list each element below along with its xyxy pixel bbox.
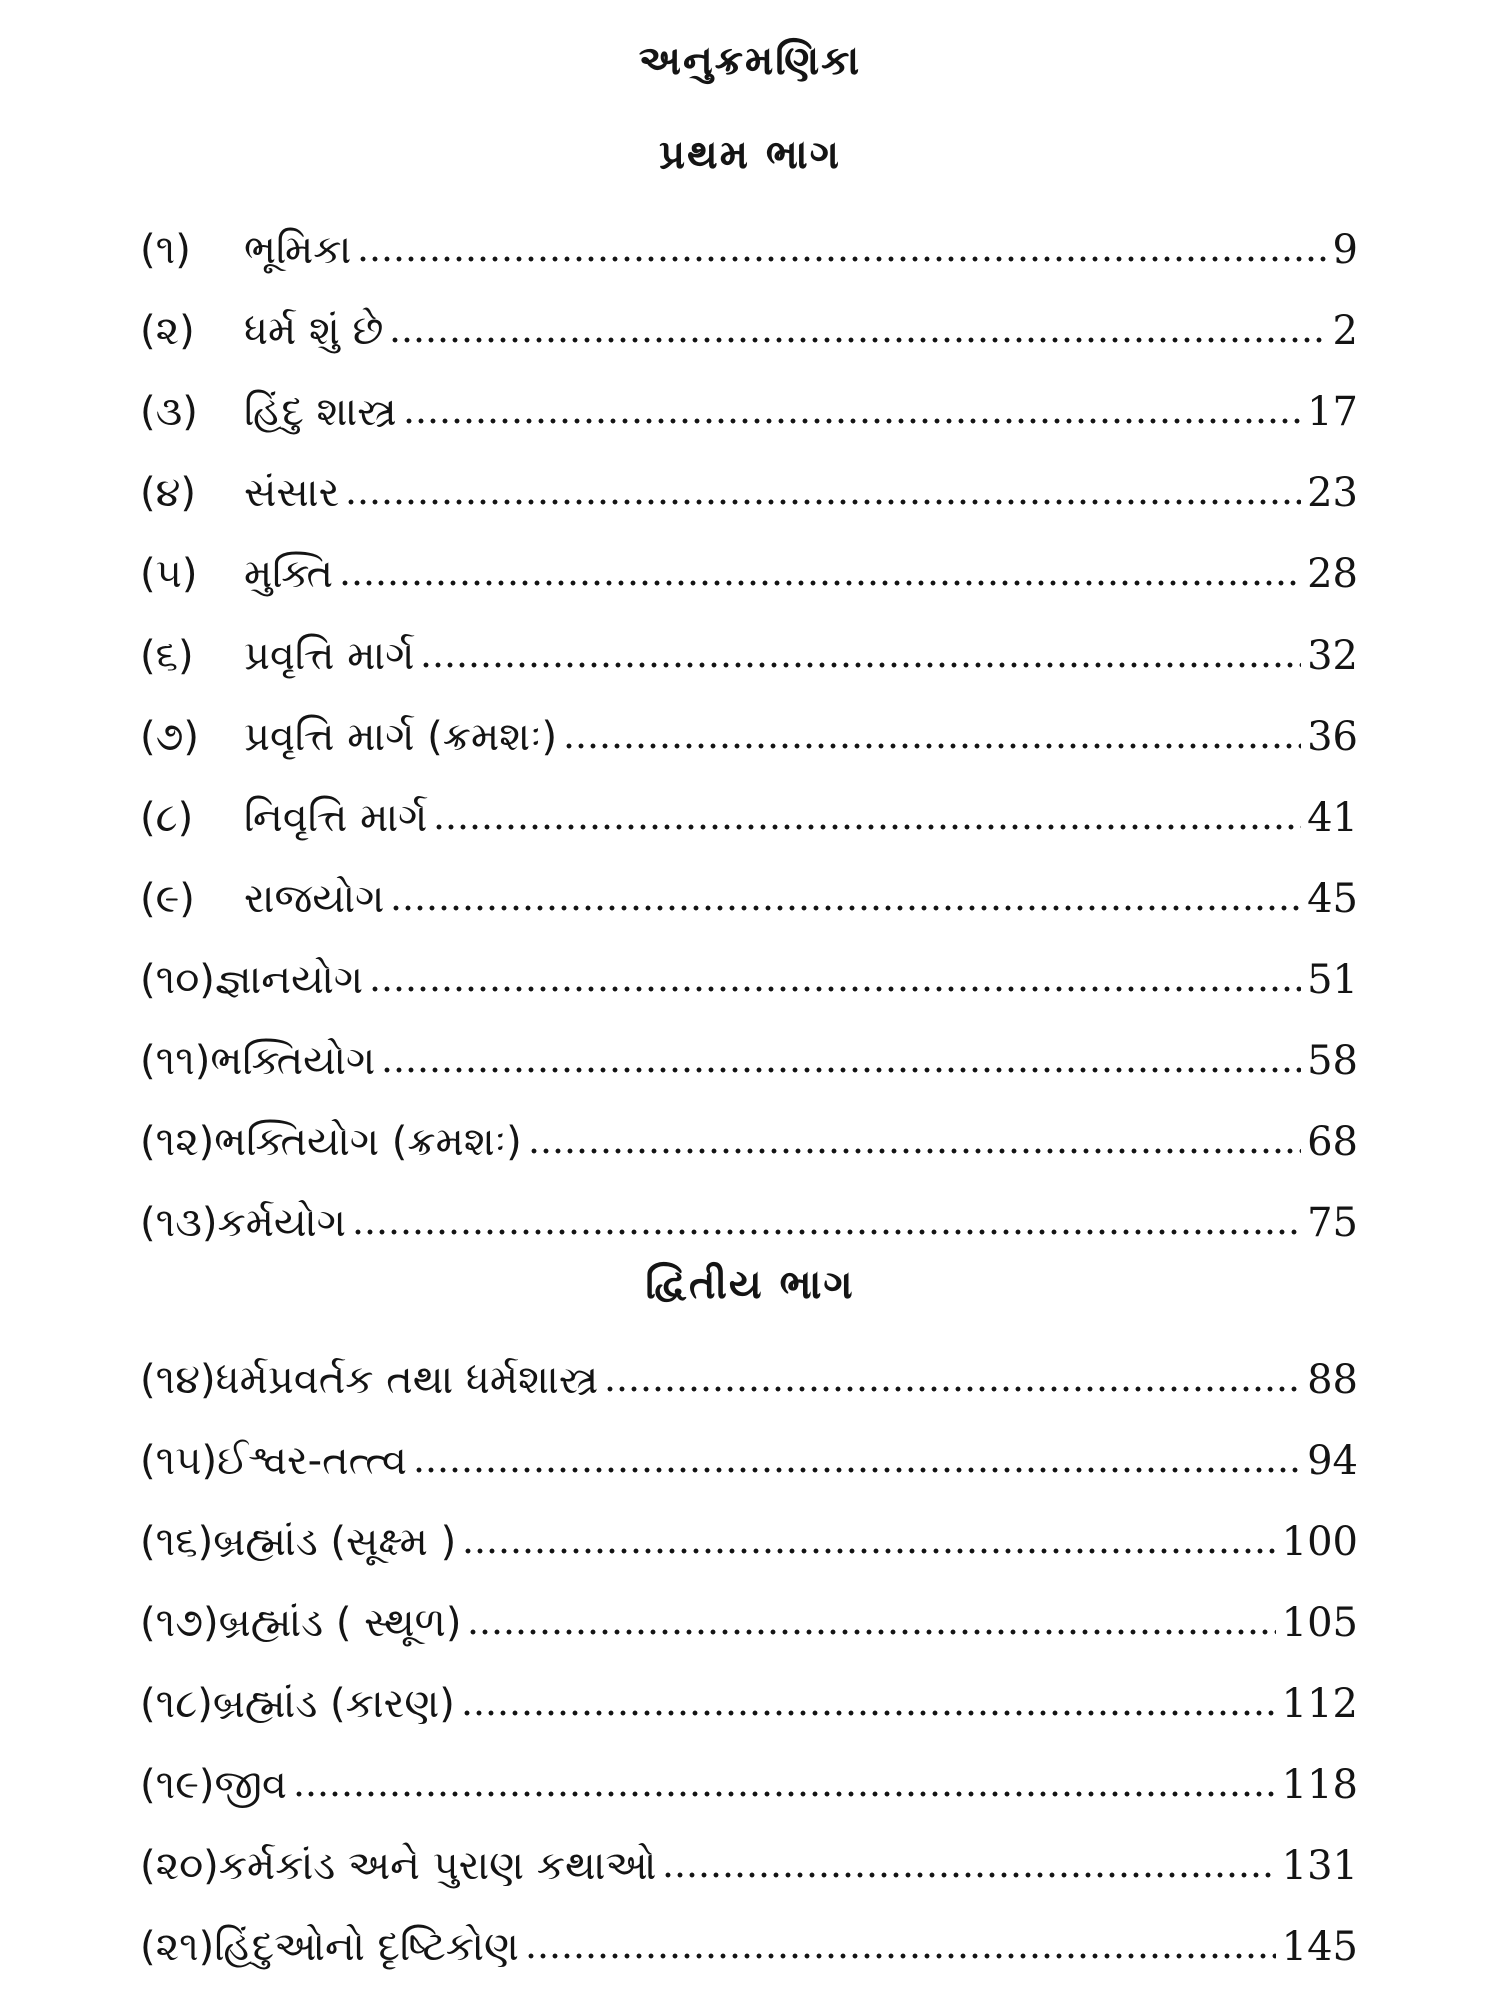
toc-entry-label: બ્રહ્માંડ ( સ્થૂળ) [218,1600,462,1646]
toc-entry-number: (૧૩) [140,1200,218,1247]
toc-entry-page-number: 88 [1307,1357,1358,1403]
toc-entry-label: બ્રહ્માંડ (કારણ) [212,1681,455,1727]
toc-entry [140,1340,1358,1403]
toc-entry-number: (૧૬) [140,1519,214,1565]
toc-entry-label: પ્રવૃત્તિ માર્ગ (ક્રમશઃ) [244,713,558,760]
toc-entry-page-number: 68 [1307,1119,1358,1166]
toc-entry-number: (૧૨) [140,1119,215,1166]
toc-entry-label: ભક્તિયોગ [210,1038,376,1084]
dot-leader [662,1872,1275,1878]
toc-entry [140,1421,1358,1484]
toc-entry-label: મુક્તિ [244,551,333,598]
toc-entry-label: પ્રવૃત્તિ માર્ગ [244,632,415,679]
dot-leader [381,1067,1301,1073]
dot-leader [369,986,1301,992]
toc-entry-number: (૨૧) [140,1924,215,1970]
toc-entry [140,1583,1358,1646]
toc-entry-label: હિંદુઓનો દૃષ્ટિકોણ [214,1924,519,1970]
dot-leader [462,1548,1275,1554]
toc-entry-label: રાજયોગ [244,875,385,922]
dot-leader [563,743,1301,749]
toc-entry-page-number: 28 [1307,551,1358,598]
dot-leader [403,418,1301,424]
toc-entry-label: ધર્મપ્રવર્તક તથા ધર્મશાસ્ત્ર [215,1357,599,1403]
toc-entry-page-number: 118 [1281,1762,1358,1808]
toc-entry-number: (૧૯) [140,1762,215,1808]
toc-entry-number: (૧૭) [140,1600,219,1646]
toc-entry-page-number: 112 [1281,1681,1358,1727]
toc-entry-page-number: 9 [1332,227,1358,273]
toc-entry-number: (૮) [140,794,194,841]
toc-entry-number: (૧૫) [140,1438,218,1484]
toc-entry-label: બ્રહ્માંડ (સૂક્ષ્મ ) [213,1519,457,1565]
dot-leader [467,1629,1275,1635]
toc-entry [140,778,1358,841]
toc-entry-number: (૪) [140,470,197,517]
toc-entry-page-number: 32 [1307,632,1358,679]
toc-entry-number: (૧) [140,227,191,273]
toc-entry-label: જીવ [214,1762,287,1808]
toc-entry [140,697,1358,760]
toc-entry-page-number: 145 [1281,1924,1358,1970]
dot-leader [345,499,1301,505]
toc-entry [140,291,1358,355]
toc-entry-number: (૧૪) [140,1357,216,1403]
toc-entry [140,1183,1358,1247]
toc-entry [140,453,1358,517]
toc-entry-label: જ્ઞાનયોગ [214,956,364,1003]
toc-entry-page-number: 36 [1307,713,1358,760]
toc-entry-page-number: 51 [1307,956,1358,1003]
dot-leader [420,662,1301,668]
dot-leader [525,1953,1276,1959]
toc-entry [140,372,1358,436]
dot-leader [604,1386,1301,1392]
toc-entry-page-number: 58 [1307,1038,1358,1084]
toc-entry-label: હિંદુ શાસ્ત્ર [244,389,397,436]
toc-entry [140,1021,1358,1084]
toc-entry-number: (૨) [140,308,195,355]
toc-entry-label: સંસાર [244,470,340,517]
toc-entry-page-number: 2 [1332,308,1358,355]
part-two-heading: દ્વિતીય ભાગ [645,1262,855,1308]
dot-leader [339,580,1301,586]
toc-entry-page-number: 131 [1281,1843,1358,1889]
toc-entry-label: કર્મકાંડ અને પુરાણ કથાઓ [218,1843,657,1889]
toc-entry-page-number: 105 [1281,1600,1358,1646]
toc-entry-page-number: 75 [1307,1200,1358,1247]
toc-entry [140,1907,1358,1970]
dot-leader [390,905,1301,911]
toc-entry-label: ઈશ્વર-તત્ત્વ [217,1438,407,1484]
toc-entry [140,534,1358,598]
dot-leader [413,1467,1301,1473]
toc-entry-number: (૬) [140,632,194,679]
toc-entry [140,1664,1358,1727]
toc-entry [140,210,1358,273]
toc-entry [140,859,1358,922]
dot-leader [528,1148,1301,1154]
toc-entry-page-number: 100 [1281,1519,1358,1565]
toc-entry [140,1826,1358,1889]
toc-entry-page-number: 41 [1307,794,1358,841]
toc-entry-number: (૧૮) [140,1681,213,1727]
toc-entry-page-number: 23 [1307,470,1358,517]
toc-entry-page-number: 17 [1307,389,1358,436]
toc-entry-number: (૧૦) [140,956,215,1003]
toc-entry-label: ભૂમિકા [244,227,352,273]
toc-entry-number: (૯) [140,875,195,922]
toc-entry-number: (૨૦) [140,1843,219,1889]
dot-leader [293,1791,1276,1797]
toc-entry [140,1102,1358,1166]
toc-entry [140,616,1358,679]
toc-entry-number: (૭) [140,713,200,760]
toc-entry-number: (૩) [140,389,198,436]
toc-entry [140,1745,1358,1808]
toc-entry-page-number: 94 [1307,1438,1358,1484]
toc-entry-label: નિવૃત્તિ માર્ગ [244,794,428,841]
page-title: અનુક્રમણિકા [638,38,862,84]
toc-entry-label: ધર્મ શું છે [244,308,384,355]
toc-entry-number: (૫) [140,551,198,598]
toc-entry-label: કર્મયોગ [217,1200,346,1247]
toc-entry-page-number: 45 [1307,875,1358,922]
part-one-heading: પ્રથમ ભાગ [659,132,841,178]
toc-entry [140,940,1358,1003]
dot-leader [357,256,1326,262]
toc-entry-label: ભક્તિયોગ (ક્રમશઃ) [214,1119,522,1166]
dot-leader [461,1710,1276,1716]
dot-leader [433,824,1301,830]
toc-entry-number: (૧૧) [140,1038,211,1084]
dot-leader [389,337,1326,343]
toc-entry [140,1502,1358,1565]
dot-leader [352,1229,1301,1235]
